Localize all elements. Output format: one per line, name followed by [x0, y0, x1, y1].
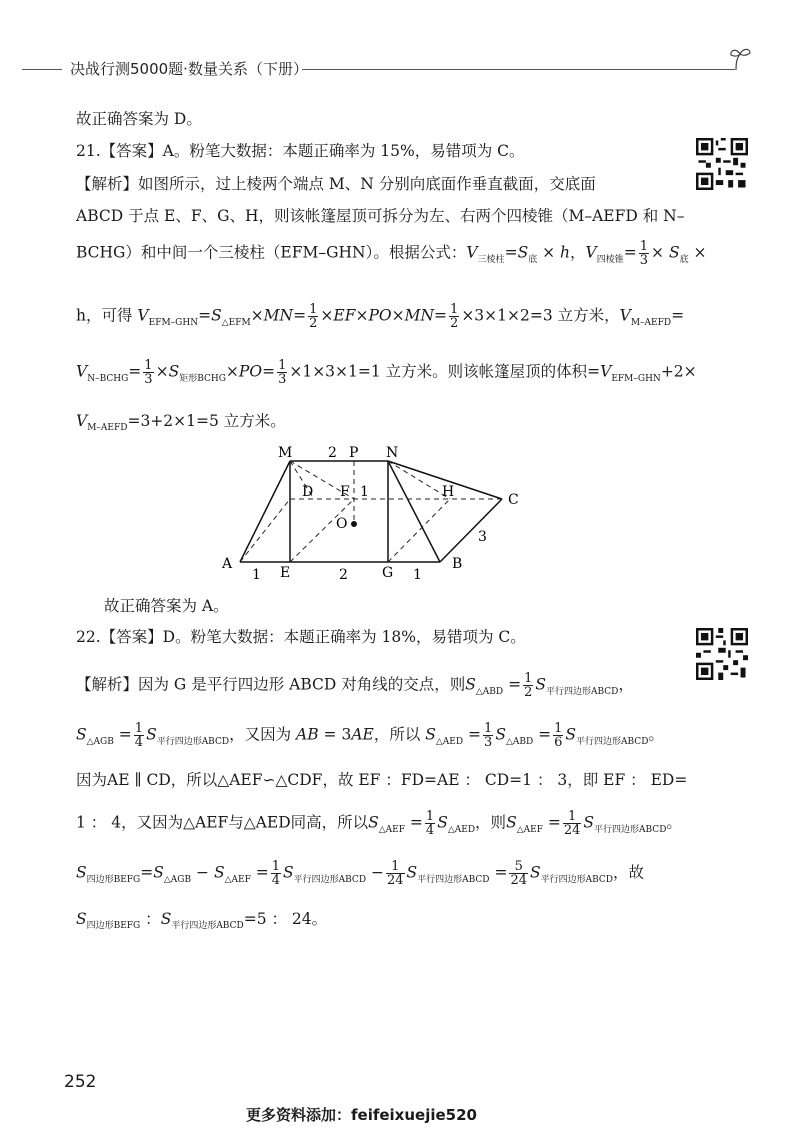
analysis-line-4: h，可得 $V_{EFM-GHN}=S_{\triangle EFM}\times MN=$ $\frac{1}{2}$ ×EF×PO×MN= $\frac{1}{2}$ ×3×1×2=3 立方米，$V_{M-AEFD}=$ [76, 302, 685, 331]
length-MP: 2 [328, 445, 337, 461]
header-rule-left [22, 69, 62, 70]
length-EG: 2 [339, 567, 348, 583]
footer-note: 更多资料添加：feifeixuejie520 [246, 1106, 477, 1124]
analysis-line-2: ABCD 于点 E、F、G、H，则该帐篷屋顶可拆分为左、右两个四棱锥（M–AEFD 和 N– [76, 207, 685, 225]
answer-line-21-final: 故正确答案为 A。 [104, 597, 229, 615]
page-number: 252 [64, 1072, 97, 1092]
analysis22-line-4-text: 1 ： 4，又因为△AEF与△AED同高，所以 [76, 813, 369, 832]
label-D: D [302, 484, 314, 500]
label-M: M [278, 445, 293, 461]
label-A: A [222, 556, 233, 572]
analysis22-line-5: $S_{四边形BEFG}=S_{\triangle AGB} - S_{\triangle AEF}$ = $\frac{1}{4}$ $S_{平行四边形ABCD}$ − $\frac{1}{24}$ $S_{平行四边形ABCD}$ = $\frac{5}{24}$ $S_{平行四边形ABCD}$，故 [76, 859, 645, 888]
analysis-line-3-text: BCHG）和中间一个三棱柱（EFM–GHN）。根据公式： [76, 243, 467, 262]
analysis-line-5: $V_{N-BCHG}=$ $\frac{1}{3}$ $\times S_{矩形BCHG}\times PO=$ $\frac{1}{3}$ ×1×3×1=1 立方米。则该帐篷屋顶的体积$=V_{EFM-GHN}+2\times$ [76, 358, 697, 387]
qr-code-icon[interactable] [696, 138, 748, 190]
label-H: H [442, 484, 455, 500]
label-C: C [508, 492, 519, 508]
analysis22-line-1-text: 【解析】因为 G 是平行四边形 ABCD 对角线的交点，则 [76, 675, 466, 694]
label-G: G [382, 565, 394, 581]
roof-figure [214, 440, 534, 585]
header-title: 决战行测5000题·数量关系（下册） [70, 60, 308, 78]
sprout-icon [726, 44, 756, 74]
hidden-GH [388, 499, 450, 562]
analysis-line-1: 【解析】如图所示，过上棱两个端点 M、N 分别向底面作垂直截面，交底面 [76, 175, 596, 193]
answer-line-20: 故正确答案为 D。 [76, 110, 202, 128]
edge-BC [440, 499, 502, 562]
analysis22-line-4: 1 ： 4，又因为△AEF与△AED同高，所以$S_{\triangle AEF}$ = $\frac{1}{4}$ $S_{\triangle AED}$，则$S_{\triangle AEF}$ = $\frac{1}{24}$ $S_{平行四边形ABCD}$。 [76, 809, 682, 838]
analysis22-line-6: $S_{四边形BEFG}$ ：$S_{平行四边形ABCD}=5$ ： 24。 [76, 910, 328, 931]
analysis-line-6: $V_{M-AEFD}=3+2\times 1=5$ 立方米。 [76, 412, 286, 433]
label-N: N [386, 445, 399, 461]
length-GB: 1 [413, 567, 422, 583]
edge-MA [240, 461, 290, 562]
header-rule-right [302, 69, 735, 70]
length-AE: 1 [252, 567, 261, 583]
label-P: P [349, 445, 359, 461]
label-F: F [340, 484, 350, 500]
length-PO: 1 [360, 484, 369, 500]
analysis22-line-1: 【解析】因为 G 是平行四边形 ABCD 对角线的交点，则$S_{\triangle ABD}$ = $\frac{1}{2}$ $S_{平行四边形ABCD}$， [76, 671, 634, 700]
point-O [351, 521, 357, 527]
running-header [0, 56, 760, 86]
analysis22-line-2: $S_{\triangle AGB}$ = $\frac{1}{4}$ $S_{平行四边形ABCD}$，又因为 AB = 3AE，所以 $S_{\triangle AED}$ = $\frac{1}{3}$ $S_{\triangle ABD}$ = $\frac{1}{6}$ $S_{平行四边形ABCD}$。 [76, 721, 664, 750]
length-BC: 3 [478, 529, 487, 545]
analysis22-line-3: 因为AE ∥ CD，所以△AEF∽△CDF，故 EF ：FD=AE ： CD=1 ： 3，即 EF ： ED= [76, 771, 688, 789]
answer-line-21: 21.【答案】A。粉笔大数据：本题正确率为 15%，易错项为 C。 [76, 142, 525, 160]
hidden-AD [240, 499, 290, 562]
analysis-line-3: BCHG）和中间一个三棱柱（EFM–GHN）。根据公式：$V_{三棱柱}=S_底 \times h$，$V_{四棱锥}=$ $\frac{1}{3}$ × $S_底$ × [76, 239, 707, 268]
label-O: O [336, 516, 348, 532]
label-E: E [280, 565, 291, 581]
qr-code-icon[interactable] [696, 628, 748, 680]
label-B: B [452, 556, 463, 572]
analysis-line-4-text: h，可得 [76, 306, 133, 325]
answer-line-22: 22.【答案】D。粉笔大数据：本题正确率为 18%，易错项为 C。 [76, 628, 526, 646]
